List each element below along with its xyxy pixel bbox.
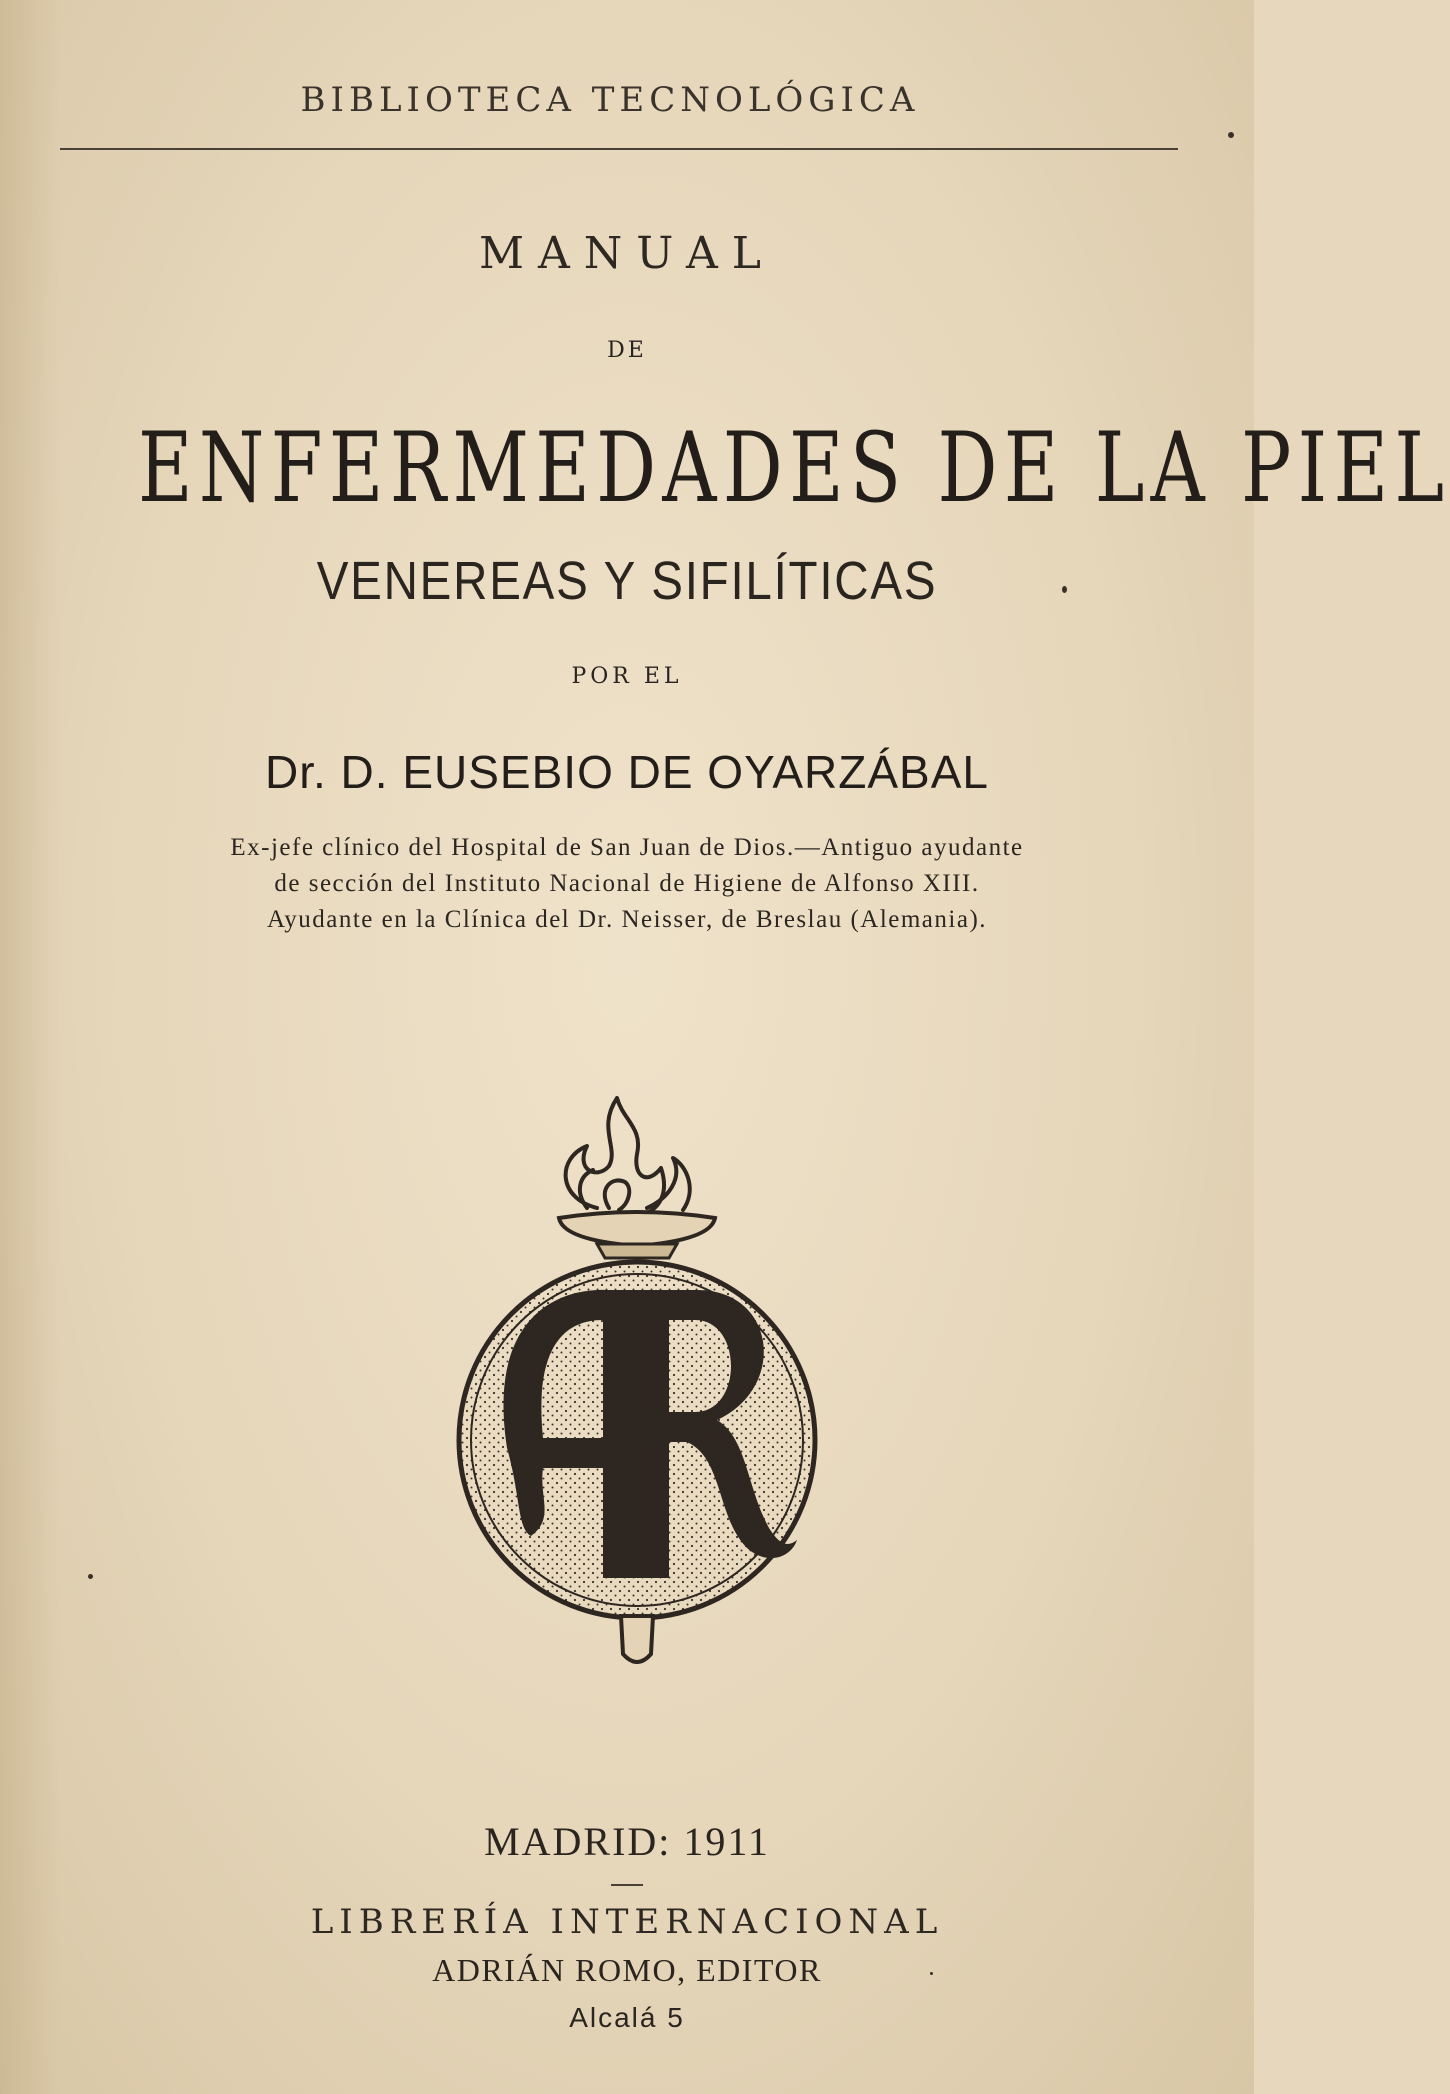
- credential-line: de sección del Instituto Nacional de Higiene de Alfonso XIII.: [274, 870, 980, 897]
- flame-icon: [566, 1098, 690, 1216]
- imprint-rule: [611, 1884, 643, 1886]
- credential-line: Ayudante en la Clínica del Dr. Neisser, de Breslau (Alemania).: [266, 906, 988, 933]
- paper-speck: [930, 1972, 933, 1975]
- paper-speck: [1062, 586, 1067, 593]
- publisher-name: LIBRERÍA INTERNACIONAL: [310, 1902, 944, 1942]
- byline: POR EL: [571, 664, 683, 689]
- torch-monogram-emblem-icon: [447, 1058, 827, 1678]
- title-line-manual: MANUAL: [478, 228, 776, 279]
- imprint-city-year: MADRID: 1911: [484, 1819, 770, 1864]
- main-title: ENFERMEDADES DE LA PIEL: [137, 412, 1450, 524]
- author-name: Dr. D. EUSEBIO DE OYARZÁBAL: [265, 746, 989, 798]
- editor-name: ADRIÁN ROMO, EDITOR: [432, 1952, 822, 1988]
- header-rule: [60, 148, 1178, 150]
- title-line-de: DE: [607, 338, 647, 363]
- paper-speck: [88, 1574, 93, 1579]
- subtitle: VENEREAS Y SIFILÍTICAS: [316, 551, 938, 611]
- credential-line: Ex-jefe clínico del Hospital de San Juan de Dios.—Antiguo ayudante: [230, 834, 1024, 861]
- page-edge-shadow: [0, 0, 60, 2094]
- publisher-address: Alcalá 5: [569, 2002, 685, 2033]
- torch-cup-icon: [559, 1212, 715, 1246]
- paper-speck: [1228, 132, 1234, 138]
- series-title: BIBLIOTECA TECNOLÓGICA: [300, 80, 920, 120]
- torch-handle-icon: [621, 1616, 653, 1662]
